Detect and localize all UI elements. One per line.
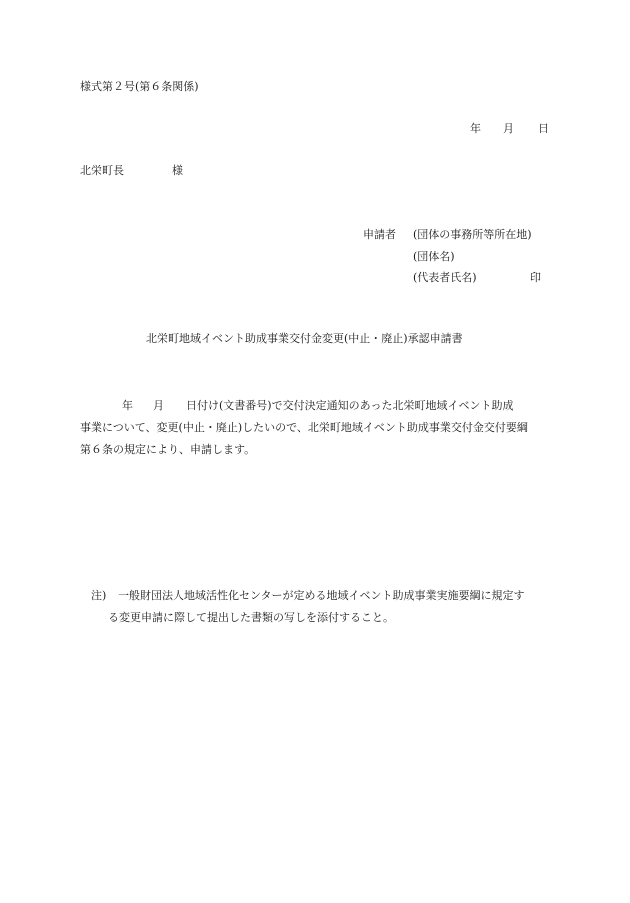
body-line-1-rest: 日付け(文書番号)で交付決定通知のあった北栄町地域イベント助成 — [186, 399, 514, 412]
body-year: 年 — [122, 399, 133, 412]
body-line-3: 第６条の規定により、申請します。 — [80, 443, 256, 456]
body-month: 月 — [153, 399, 164, 412]
body-line-2: 事業について、変更(中止・廃止)したいので、北栄町地域イベント助成事業交付金交付要綱 — [80, 421, 528, 434]
note-line-2: る変更申請に際して提出した書類の写しを添付すること。 — [108, 611, 394, 624]
body-paragraph — [80, 395, 555, 461]
applicant-office-address: (団体の事務所等所在地) — [413, 228, 532, 241]
note-line-1 — [91, 585, 561, 607]
date-month-label: 月 — [503, 122, 514, 135]
addressee — [80, 163, 183, 178]
seal-mark: 印 — [530, 271, 541, 284]
addressee-name: 北栄町長 — [80, 164, 124, 177]
date-line — [470, 121, 549, 136]
body-line-1 — [80, 395, 555, 417]
note-text-1: 一般財団法人地域活性化センターが定める地域イベント助成事業実施要綱に規定す — [118, 589, 525, 602]
applicant-organization-name: (団体名) — [413, 250, 455, 263]
addressee-honorific: 様 — [172, 164, 183, 177]
date-year-label: 年 — [470, 122, 481, 135]
note-block — [91, 585, 561, 629]
date-day-label: 日 — [538, 122, 549, 135]
document-title: 北栄町地域イベント助成事業交付金変更(中止・廃止)承認申請書 — [146, 332, 463, 345]
note-label: 注) — [91, 589, 107, 602]
applicant-label: 申請者 — [363, 228, 396, 241]
applicant-representative-name: (代表者氏名) — [413, 271, 477, 284]
form-number: 様式第２号(第６条関係) — [80, 80, 199, 93]
